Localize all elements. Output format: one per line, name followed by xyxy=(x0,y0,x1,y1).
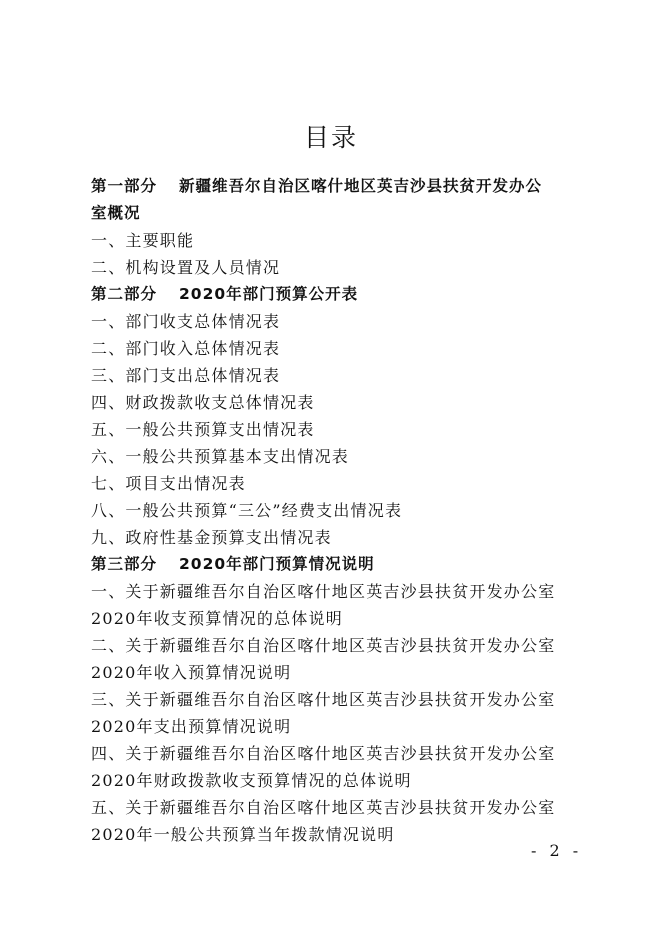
toc-item-continued: 2020年一般公共预算当年拨款情况说明 xyxy=(91,825,395,844)
part1-heading xyxy=(91,173,591,200)
toc-item: 三、关于新疆维吾尔自治区喀什地区英吉沙县扶贫开发办公室 xyxy=(91,690,556,709)
part3-title: 2020年部门预算情况说明 xyxy=(179,555,375,573)
toc-item: 四、关于新疆维吾尔自治区喀什地区英吉沙县扶贫开发办公室 xyxy=(91,744,556,763)
toc-item: 八、一般公共预算“三公”经费支出情况表 xyxy=(91,501,403,520)
toc-item-continued: 2020年收支预算情况的总体说明 xyxy=(91,609,343,628)
toc-item: 二、机构设置及人员情况 xyxy=(91,258,281,277)
toc-item: 四、财政拨款收支总体情况表 xyxy=(91,393,315,412)
part1-title-line1: 新疆维吾尔自治区喀什地区英吉沙县扶贫开发办公 xyxy=(179,177,543,195)
toc-item: 二、部门收入总体情况表 xyxy=(91,339,281,358)
part3-heading xyxy=(91,551,591,578)
toc-item: 一、主要职能 xyxy=(91,231,195,250)
part2-label: 第二部分 xyxy=(91,285,158,303)
part3-label: 第三部分 xyxy=(91,555,158,573)
table-of-contents xyxy=(91,173,591,848)
part1-label: 第一部分 xyxy=(91,177,158,195)
toc-item: 三、部门支出总体情况表 xyxy=(91,366,281,385)
toc-item: 五、一般公共预算支出情况表 xyxy=(91,420,315,439)
part1-title-line2: 室概况 xyxy=(91,204,141,222)
page-number: - 2 - xyxy=(531,841,583,860)
part1-heading-continued xyxy=(91,200,591,227)
toc-item: 二、关于新疆维吾尔自治区喀什地区英吉沙县扶贫开发办公室 xyxy=(91,636,556,655)
toc-item: 一、关于新疆维吾尔自治区喀什地区英吉沙县扶贫开发办公室 xyxy=(91,582,556,601)
toc-item-continued: 2020年支出预算情况说明 xyxy=(91,717,292,736)
part2-heading xyxy=(91,281,591,308)
page-title: 目录 xyxy=(303,123,358,152)
toc-item: 一、部门收支总体情况表 xyxy=(91,312,281,331)
toc-item: 六、一般公共预算基本支出情况表 xyxy=(91,447,350,466)
toc-item: 五、关于新疆维吾尔自治区喀什地区英吉沙县扶贫开发办公室 xyxy=(91,798,556,817)
toc-item: 七、项目支出情况表 xyxy=(91,474,246,493)
part2-title: 2020年部门预算公开表 xyxy=(179,285,359,303)
toc-item-continued: 2020年收入预算情况说明 xyxy=(91,663,292,682)
toc-item-continued: 2020年财政拨款收支预算情况的总体说明 xyxy=(91,771,412,790)
toc-item: 九、政府性基金预算支出情况表 xyxy=(91,528,332,547)
